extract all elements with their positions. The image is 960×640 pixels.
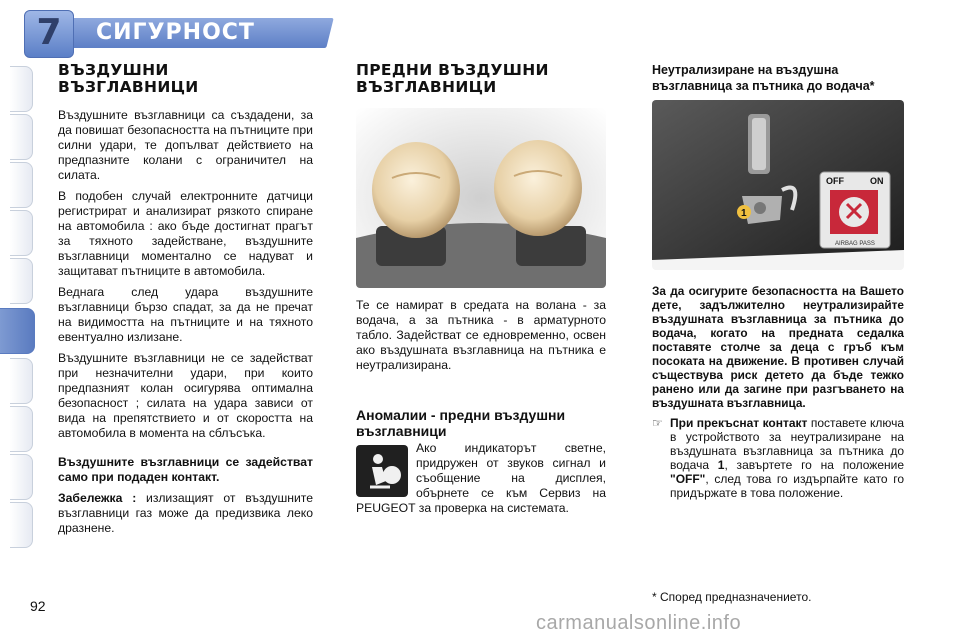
anomaly-block <box>356 441 606 516</box>
instruction-part: поставете ключа в устройството за неутрализиране на въздушната възглавница за пътника до водача <box>670 416 904 472</box>
anomaly-text: Ако индикаторът светне, придружен от звуков сигнал и съобщение на дисплея, обърнете се към Сервиз на PEUGEOT за проверка на системата. <box>356 441 606 515</box>
paragraph: Веднага след удара въздушните възглавници бързо спадат, за да не пречат на видимостта на пътниците и на тяхното евентуално излизане. <box>58 285 313 344</box>
paragraph: Те се намират в средата на волана - за водача, а за пътника - в арматурното табло. Задействат се едновременно, освен ако въздушната възглавница на пътника е неутрализирана. <box>356 298 606 372</box>
chapter-tab[interactable] <box>10 454 33 500</box>
section-heading: Неутрализиране на въздушна възглавница за пътника до водача* <box>652 63 875 93</box>
column-front-airbags <box>356 62 606 522</box>
paragraph: Въздушните възглавници не се задействат при незначителни удари, при които предпазният колан осигурява оптимална безопасност ; силата на удара зависи от вида на препятствието и от скоростта на автомобила в момента на сблъсъка. <box>58 351 313 440</box>
chapter-tab[interactable] <box>10 258 33 304</box>
watermark: carmanualsonline.info <box>536 612 742 634</box>
remark-text: излизащият от въздушните възглавници газ може да предизвика леко дразнене. <box>58 491 314 535</box>
front-airbags-photo <box>356 108 606 288</box>
page-header <box>20 10 330 54</box>
chapter-tab-active[interactable] <box>0 308 35 354</box>
safety-warning: За да осигурите безопасността на Вашето дете, задължително неутрализирайте въздушната възглавница за пътника до водача, когато на предната седалка поставяте столче за деца с гръб към посоката на движение. В противен случай съществува риск детето да бъде тежко ранено или да загине при разгъването на въздушната възглавница. <box>652 284 904 410</box>
chapter-tab[interactable] <box>10 66 33 112</box>
chapter-tab[interactable] <box>10 114 33 160</box>
instruction-text <box>670 416 904 500</box>
paragraph: В подобен случай електронните датчици регистрират и анализират рязкото спиране на автомобила : ако бъде достигнат прагът за тяхното задействане, въздушните възглавници моментално се надуват и защитават пътниците в автомобила. <box>58 189 313 278</box>
chapter-number: 7 <box>36 12 62 53</box>
chapter-tab-strip <box>0 0 48 640</box>
switch-caption: AIRBAG PASS <box>835 241 875 247</box>
instruction-part: , завъртете го на положение <box>724 458 904 472</box>
page-number: 92 <box>30 598 46 614</box>
anomaly-heading: Аномалии - предни въздушни възглавници <box>356 407 566 439</box>
airbag-warning-icon <box>356 445 408 497</box>
chapter-tab[interactable] <box>10 210 33 256</box>
page-title: СИГУРНОСТ <box>96 20 255 45</box>
column-airbags <box>58 62 313 542</box>
footnote: * Според предназначението. <box>652 590 812 604</box>
section-heading: ПРЕДНИ ВЪЗДУШНИ ВЪЗГЛАВНИЦИ <box>356 61 549 96</box>
remark <box>58 491 313 536</box>
instruction-bold: При прекъснат контакт <box>670 416 808 430</box>
chapter-badge <box>24 10 74 58</box>
instruction-part: , след това го издърпайте като го придържате в това положение. <box>670 472 904 500</box>
pointing-hand-icon: ☞ <box>652 416 663 430</box>
callout-number: 1 <box>741 208 747 219</box>
chapter-tab[interactable] <box>10 162 33 208</box>
instruction-off: "OFF" <box>670 472 706 486</box>
chapter-tab[interactable] <box>10 358 33 404</box>
chapter-tab[interactable] <box>10 406 33 452</box>
paragraph: Въздушните възглавници са създадени, за да повишат безопасността на пътниците при силни удари, те допълват действието на предпазните колани с ограничител на силата. <box>58 108 313 182</box>
deactivation-instruction <box>652 416 904 500</box>
airbag-switch-photo <box>652 100 904 270</box>
column-deactivation <box>652 62 904 500</box>
section-heading: ВЪЗДУШНИ ВЪЗГЛАВНИЦИ <box>58 61 199 96</box>
chapter-tab[interactable] <box>10 502 33 548</box>
switch-on-label: ON <box>870 176 884 186</box>
ignition-note: Въздушните възглавници се задействат само при подаден контакт. <box>58 455 313 484</box>
instruction-number: 1 <box>717 458 725 472</box>
switch-off-label: OFF <box>826 176 844 186</box>
remark-label: Забележка : <box>58 491 137 505</box>
